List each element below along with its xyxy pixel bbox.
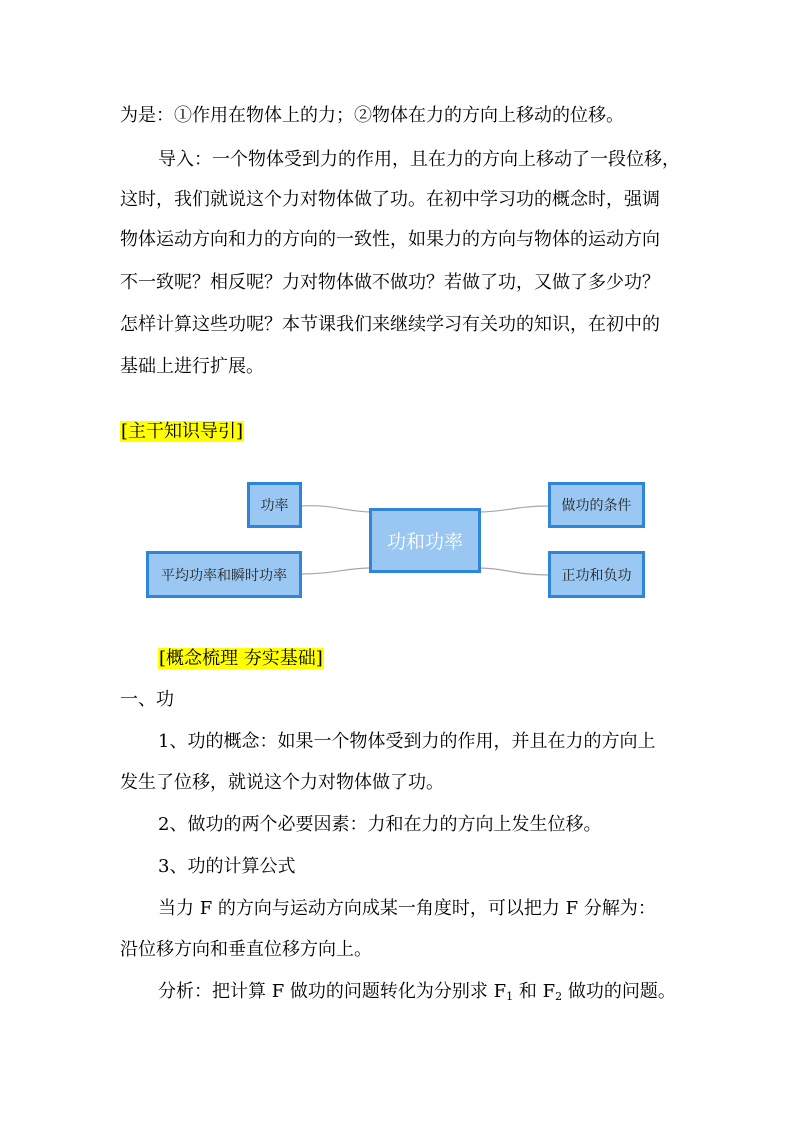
mindmap-node-average-instant-power: 平均功率和瞬时功率 xyxy=(146,551,302,598)
paragraph-line: 发生了位移，就说这个力对物体做了功。 xyxy=(120,772,444,793)
analysis-text: 做功的问题。 xyxy=(562,981,676,1002)
analysis-text: 和 F xyxy=(513,981,556,1002)
paragraph-line: 导入：一个物体受到力的作用，且在力的方向上移动了一段位移， xyxy=(158,149,680,170)
mindmap-node-work-conditions: 做功的条件 xyxy=(548,482,645,528)
paragraph-line: 沿位移方向和垂直位移方向上。 xyxy=(120,939,372,960)
mindmap-center-node: 功和功率 xyxy=(369,508,481,573)
paragraph-line: 不一致呢？相反呢？力对物体做不做功？若做了功，又做了多少功？ xyxy=(120,272,660,293)
paragraph-line: 为是：①作用在物体上的力；②物体在力的方向上移动的位移。 xyxy=(120,105,624,126)
chapter-heading: 一、功 xyxy=(120,689,174,710)
mindmap-node-power: 功率 xyxy=(247,482,302,528)
paragraph-line xyxy=(158,980,676,1004)
paragraph-line: 怎样计算这些功呢？本节课我们来继续学习有关功的知识，在初中的 xyxy=(120,314,660,335)
paragraph-line: 物体运动方向和力的方向的一致性，如果力的方向与物体的运动方向 xyxy=(120,229,660,250)
paragraph-line: 当力 F 的方向与运动方向成某一角度时，可以把力 F 分解为： xyxy=(158,898,656,919)
subscript: 1 xyxy=(506,990,514,1003)
paragraph-line: 这时，我们就说这个力对物体做了功。在初中学习功的概念时，强调 xyxy=(120,189,660,210)
analysis-text: 分析：把计算 F 做功的问题转化为分别求 F xyxy=(158,981,507,1002)
section-heading-text: [概念梳理 夯实基础] xyxy=(159,648,323,669)
subscript: 2 xyxy=(555,990,563,1003)
paragraph-line: 基础上进行扩展。 xyxy=(120,356,264,377)
paragraph-line: 3、功的计算公式 xyxy=(158,856,296,877)
section-heading xyxy=(158,647,324,671)
paragraph-line: 1、功的概念：如果一个物体受到力的作用，并且在力的方向上 xyxy=(158,731,656,752)
section-heading-text: [主干知识导引] xyxy=(121,421,244,442)
mindmap-node-positive-negative-work: 正功和负功 xyxy=(548,551,645,598)
paragraph-line: 2、做功的两个必要因素：力和在力的方向上发生位移。 xyxy=(158,814,602,835)
